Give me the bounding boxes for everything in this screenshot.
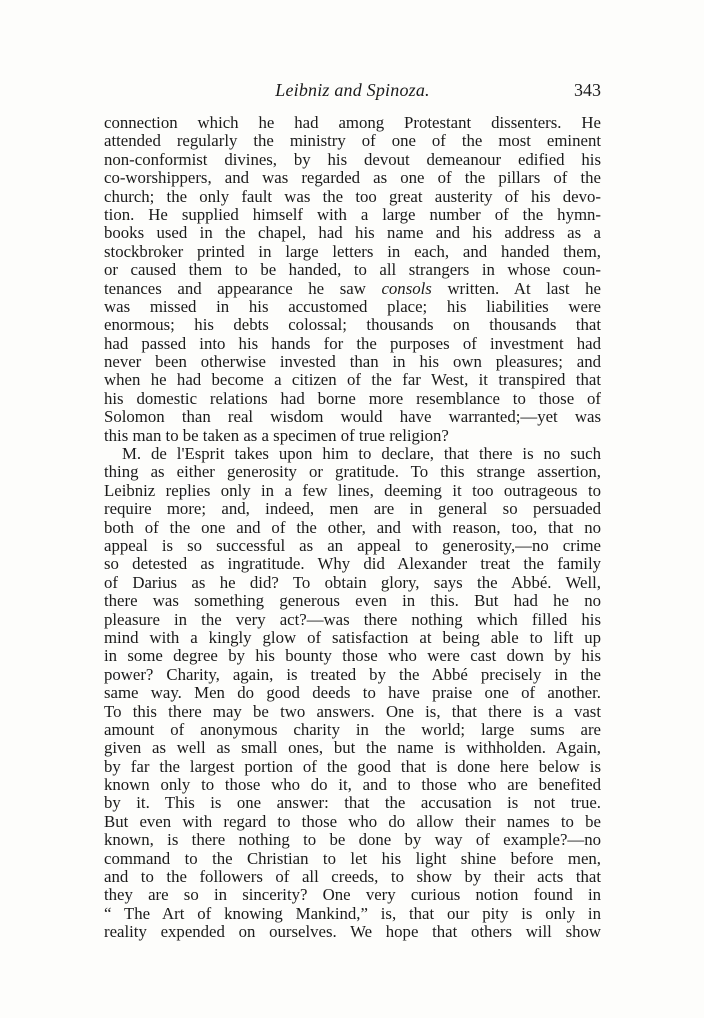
text-line: Solomon than real wisdom would have warranted;—yet was	[104, 407, 601, 427]
text-line: church; the only fault was the too great austerity of his devo-	[104, 186, 601, 206]
text-line: had passed into his hands for the purposes of investment had	[104, 333, 601, 353]
text-line: Leibniz replies only in a few lines, deeming it too outrageous to	[104, 480, 601, 500]
text-line: and to the followers of all creeds, to show by their acts that	[104, 867, 601, 887]
text-line: reality expended on ourselves. We hope that others will show	[104, 922, 601, 942]
text-line: require more; and, indeed, men are in general so persuaded	[104, 499, 601, 519]
body-text	[104, 114, 601, 942]
text-line: thing as either generosity or gratitude. To this strange assertion,	[104, 462, 601, 482]
text-line: appeal is so successful as an appeal to generosity,—no crime	[104, 535, 601, 555]
text-line: known only to those who do it, and to those who are benefited	[104, 775, 601, 795]
text-line: his domestic relations had borne more resemblance to those of	[104, 388, 601, 408]
text-line: amount of anonymous charity in the world; large sums are	[104, 719, 601, 739]
text-line: books used in the chapel, had his name and his address as a	[104, 223, 601, 243]
text-line: pleasure in the very act?—was there nothing which filled his	[104, 609, 601, 629]
text-line: attended regularly the ministry of one of the most eminent	[104, 131, 601, 151]
text-line: command to the Christian to let his light shine before men,	[104, 848, 601, 868]
running-head	[104, 80, 601, 102]
text-line: To this there may be two answers. One is, that there is a vast	[104, 701, 601, 721]
page-number: 343	[574, 80, 601, 100]
text-line: was missed in his accustomed place; his liabilities were	[104, 296, 601, 316]
text-line: there was something generous even in this. But had he no	[104, 591, 601, 611]
text-line: connection which he had among Protestant dissenters. He	[104, 113, 601, 132]
text-line: enormous; his debts colossal; thousands on thousands that	[104, 315, 601, 335]
running-title: Leibniz and Spinoza.	[275, 80, 430, 100]
text-line: power? Charity, again, is treated by the Abbé precisely in the	[104, 664, 601, 684]
text-line: mind with a kingly glow of satisfaction at being able to lift up	[104, 627, 601, 647]
text-line: both of the one and of the other, and with reason, too, that no	[104, 517, 601, 537]
text-line: tion. He supplied himself with a large number of the hymn-	[104, 204, 601, 224]
text-line: M. de l'Esprit takes upon him to declare, that there is no such	[122, 444, 601, 464]
text-line: given as well as small ones, but the name is withholden. Again,	[104, 738, 601, 758]
text-line: of Darius as he did? To obtain glory, says the Abbé. Well,	[104, 572, 601, 592]
text-line: when he had become a citizen of the far West, it transpired that	[104, 370, 601, 390]
text-line: stockbroker printed in large letters in each, and handed them,	[104, 241, 601, 261]
text-line: by far the largest portion of the good that is done here below is	[104, 756, 601, 776]
text-line: so detested as ingratitude. Why did Alexander treat the family	[104, 554, 601, 574]
text-line: known, is there nothing to be done by way of example?—no	[104, 830, 601, 850]
text-line: they are so in sincerity? One very curious notion found in	[104, 885, 601, 905]
text-line: by it. This is one answer: that the accusation is not true.	[104, 793, 601, 813]
text-line: never been otherwise invested than in his own pleasures; and	[104, 352, 601, 372]
text-line-with-italic	[104, 280, 601, 298]
text-line: in some degree by his bounty those who were cast down by his	[104, 646, 601, 666]
text-line: But even with regard to those who do allow their names to be	[104, 811, 601, 831]
line-segment: written. At last he	[447, 278, 602, 298]
text-line: this man to be taken as a specimen of true religion?	[104, 425, 449, 445]
line-segment: tenances and appearance he saw	[104, 278, 366, 298]
text-line: “ The Art of knowing Mankind,” is, that our pity is only in	[104, 903, 601, 923]
italic-word: consols	[381, 278, 432, 298]
text-line: same way. Men do good deeds to have praise one of another.	[104, 683, 601, 703]
text-line: or caused them to be handed, to all strangers in whose coun-	[104, 260, 601, 280]
text-line: non-conformist divines, by his devout demeanour edified his	[104, 149, 601, 169]
text-line: co-worshippers, and was regarded as one of the pillars of the	[104, 168, 601, 188]
